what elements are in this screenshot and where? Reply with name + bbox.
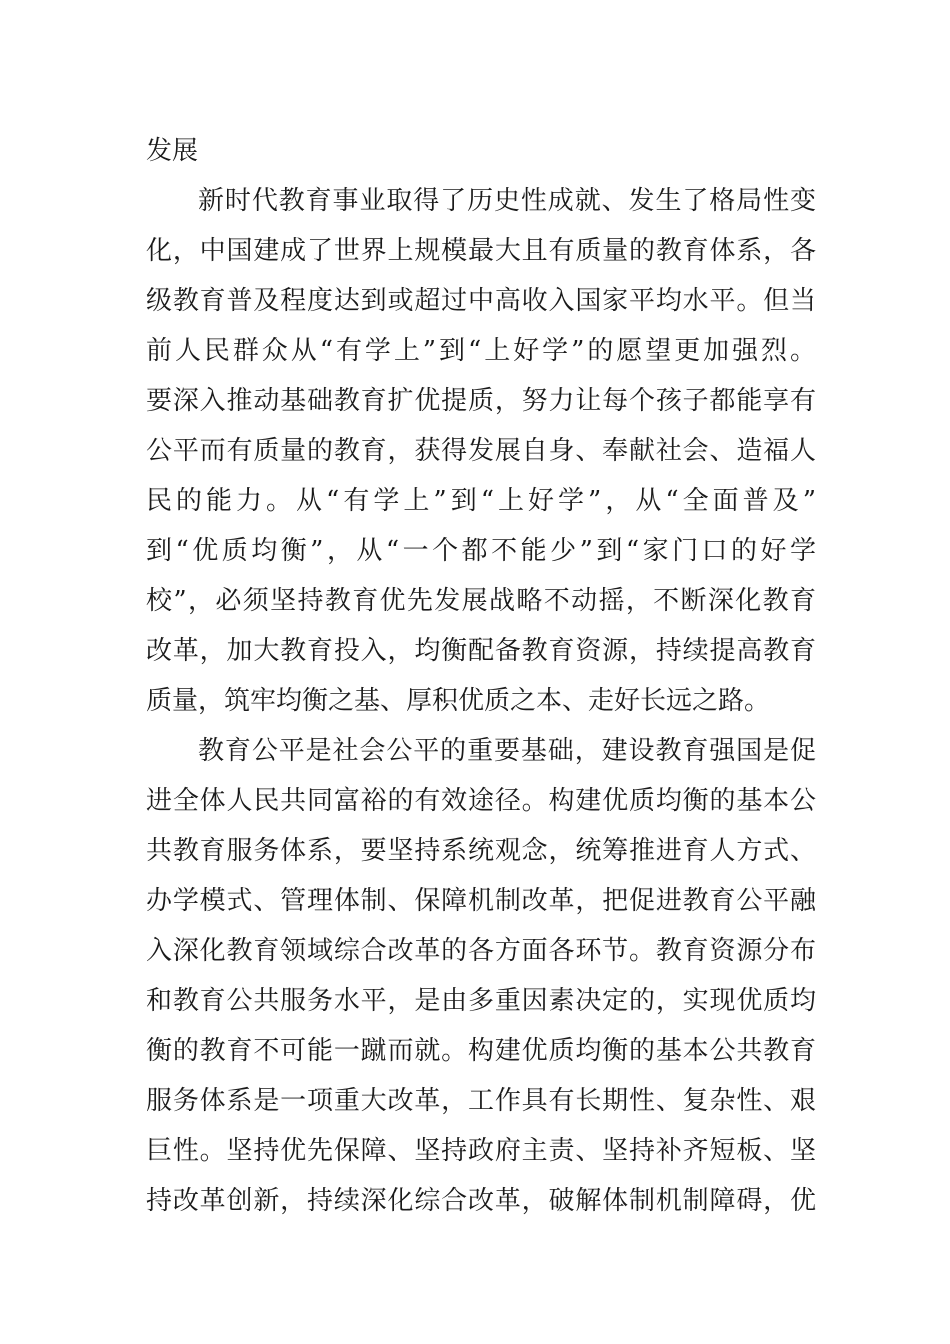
text-line: 衡的教育不可能一蹴而就。构建优质均衡的基本公共教育 — [146, 1036, 816, 1066]
text-line: 教育公平是社会公平的重要基础，建设教育强国是促 — [198, 736, 816, 766]
text-line: 办学模式、管理体制、保障机制改革，把促进教育公平融 — [146, 886, 816, 916]
text-line: 前人民群众从“有学上”到“上好学”的愿望更加强烈。 — [146, 336, 816, 366]
text-line: 民的能力。从“有学上”到“上好学”，从“全面普及” — [146, 486, 816, 516]
text-line: 巨性。坚持优先保障、坚持政府主责、坚持补齐短板、坚 — [146, 1136, 816, 1166]
text-line: 到“优质均衡”，从“一个都不能少”到“家门口的好学 — [146, 536, 816, 566]
text-line: 校”，必须坚持教育优先发展战略不动摇，不断深化教育 — [146, 586, 816, 616]
text-line: 要深入推动基础教育扩优提质，努力让每个孩子都能享有 — [146, 386, 816, 416]
text-line: 公平而有质量的教育，获得发展自身、奉献社会、造福人 — [146, 436, 816, 466]
text-line: 发展 — [146, 136, 199, 166]
text-line: 级教育普及程度达到或超过中高收入国家平均水平。但当 — [146, 286, 816, 316]
body-text — [146, 126, 816, 1226]
text-line: 改革，加大教育投入，均衡配备教育资源，持续提高教育 — [146, 636, 816, 666]
text-line: 服务体系是一项重大改革，工作具有长期性、复杂性、艰 — [146, 1086, 816, 1116]
text-line: 新时代教育事业取得了历史性成就、发生了格局性变 — [198, 186, 816, 216]
text-line: 化，中国建成了世界上规模最大且有质量的教育体系，各 — [146, 236, 816, 266]
text-line: 和教育公共服务水平，是由多重因素决定的，实现优质均 — [146, 986, 816, 1016]
text-line: 进全体人民共同富裕的有效途径。构建优质均衡的基本公 — [146, 786, 816, 816]
text-line: 持改革创新，持续深化综合改革，破解体制机制障碍，优 — [146, 1186, 816, 1216]
text-line: 质量，筑牢均衡之基、厚积优质之本、走好长远之路。 — [146, 686, 771, 716]
text-line: 共教育服务体系，要坚持系统观念，统筹推进育人方式、 — [146, 836, 816, 866]
text-line: 入深化教育领域综合改革的各方面各环节。教育资源分布 — [146, 936, 816, 966]
